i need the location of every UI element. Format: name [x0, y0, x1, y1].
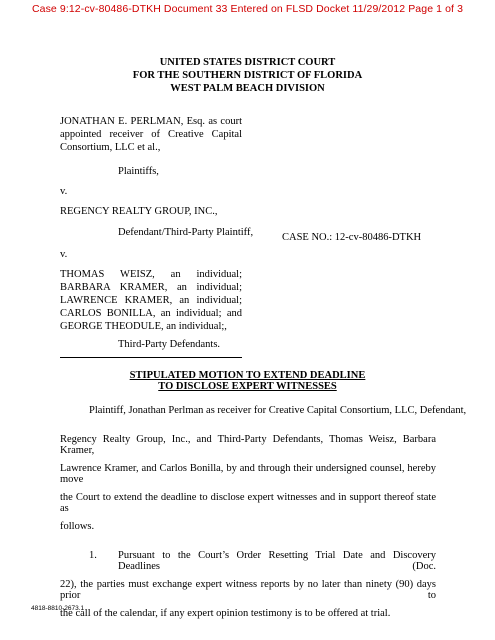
paragraph-1-line: follows. — [60, 521, 95, 532]
case-number: CASE NO.: 12-cv-80486-DTKH — [282, 232, 422, 243]
defendant-party: REGENCY REALTY GROUP, INC., — [60, 206, 218, 217]
paragraph-2-number: 1. — [89, 550, 97, 561]
paragraph-1-line: Plaintiff, Jonathan Perlman as receiver for Creative Capital Consortium, LLC, Defendant, — [89, 405, 467, 416]
third-party-role: Third-Party Defendants. — [118, 339, 221, 350]
court-heading — [0, 56, 495, 95]
court-district-line: FOR THE SOUTHERN DISTRICT OF FLORIDA — [132, 70, 363, 81]
versus-1: v. — [60, 186, 68, 197]
motion-title — [0, 370, 495, 392]
document-id-footer: 4818-8810-2673.1 — [31, 605, 85, 612]
paragraph-2-line: 22), the parties must exchange expert witness reports by no later than ninety (90) days prior to — [60, 579, 436, 601]
paragraph-1-line: Lawrence Kramer, and Carlos Bonilla, by and through their undersigned counsel, hereby move — [60, 463, 436, 485]
paragraph-1-line: Regency Realty Group, Inc., and Third-Party Defendants, Thomas Weisz, Barbara Kramer, — [60, 434, 436, 456]
docket-header-stamp: Case 9:12-cv-80486-DTKH Document 33 Entered on FLSD Docket 11/29/2012 Page 1 of 3 — [31, 3, 464, 15]
court-name-line: UNITED STATES DISTRICT COURT — [159, 57, 336, 68]
plaintiff-role: Plaintiffs, — [118, 166, 159, 177]
versus-2: v. — [60, 249, 68, 260]
motion-title-line1: STIPULATED MOTION TO EXTEND DEADLINE — [129, 370, 366, 381]
paragraph-2-line: the call of the calendar, if any expert opinion testimony is to be offered at trial. — [60, 608, 391, 619]
plaintiff-party: JONATHAN E. PERLMAN, Esq. as court appointed receiver of Creative Capital Consortium, LLC et al., — [60, 116, 242, 153]
paragraph-2-line: Pursuant to the Court’s Order Resetting Trial Date and Discovery Deadlines (Doc. — [118, 550, 436, 572]
paragraph-1-line: the Court to extend the deadline to disclose expert witnesses and in support thereof state as — [60, 492, 436, 514]
caption-divider — [60, 357, 242, 358]
court-division-line: WEST PALM BEACH DIVISION — [170, 83, 325, 94]
third-party-defendants: THOMAS WEISZ, an individual; BARBARA KRAMER, an individual; LAWRENCE KRAMER, an individual; CARLOS BONILLA, an individual; and GEORGE THEODULE, an individual;, — [60, 269, 242, 332]
defendant-role: Defendant/Third-Party Plaintiff, — [118, 227, 254, 238]
motion-title-line2: TO DISCLOSE EXPERT WITNESSES — [158, 381, 337, 392]
